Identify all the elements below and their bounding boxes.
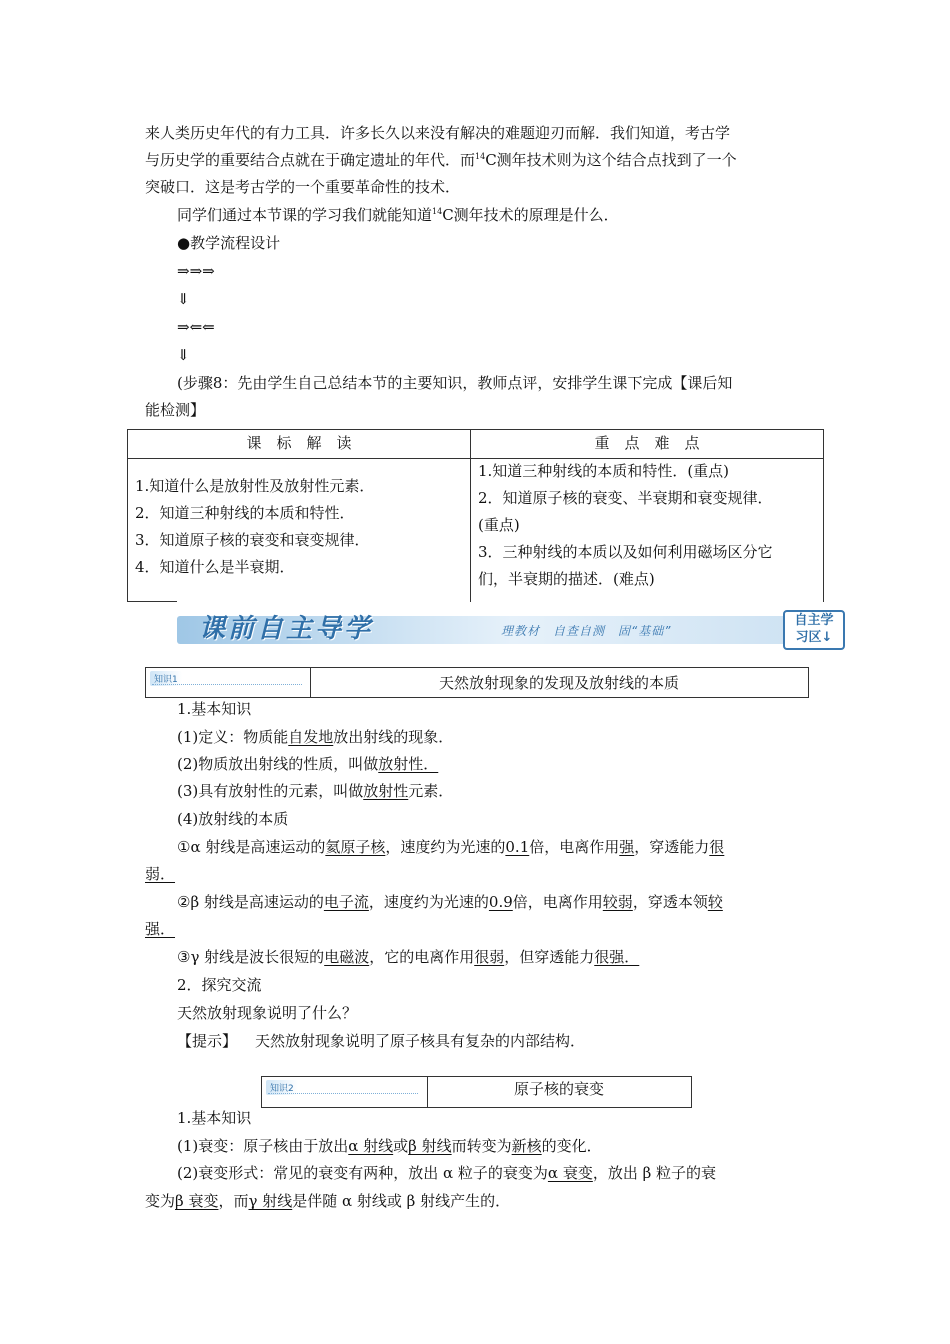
hint-text: 天然放射现象说明了原子核具有复杂的内部结构． [255,1032,586,1050]
superscript-14: 14 [475,152,486,161]
banner-subtitle: 理教材 自查自测 固“基础” [501,624,672,638]
text: (1)衰变：原子核由于放出 [177,1137,349,1155]
text: ，速度约为光速的 [385,838,506,856]
text: ，而 [218,1192,249,1210]
knowledge-2-title: 原子核的衰变 [513,1080,604,1098]
blank-answer: 弱． [145,865,176,883]
intro-line-4b: C测年技术的原理是什么． [442,206,619,224]
intro-line-1: 来人类历史年代的有力工具．许多长久以来没有解决的难题迎刃而解．我们知道，考古学 [145,124,731,142]
intro-line-4a: 同学们通过本节课的学习我们就能知道 [177,206,433,224]
left-item: 4．知道什么是半衰期． [135,558,295,576]
s1-question: 天然放射现象说明了什么？ [177,1004,358,1022]
blank-answer: 0.9 [488,893,513,911]
text: 的变化． [541,1137,602,1155]
blank-answer: γ 射线 [248,1192,293,1210]
section-banner [177,604,847,650]
text: ①α 射线是高速运动的 [177,838,326,856]
s1-hint [177,1031,585,1051]
left-item: 2．知道三种射线的本质和特性． [135,504,355,522]
blank-answer: α 射线 [348,1137,394,1155]
s1-beta [177,892,723,912]
text: (3)具有放射性的元素，叫做 [177,782,364,800]
right-header: 重 点 难 点 [594,434,700,452]
knowledge-1-tag: 知识1 [150,671,182,686]
s1-explore: 2．探究交流 [177,976,262,994]
blank-answer: β 衰变 [175,1192,219,1210]
blank-answer: 放射性 [363,782,409,800]
text: (2)物质放出射线的性质，叫做 [177,755,379,773]
intro-line-3: 突破口．这是考古学的一个重要革命性的技术． [145,178,461,196]
text: 是伴随 α 射线或 β 射线产生的． [292,1192,511,1210]
blank-answer: 很弱 [474,948,505,966]
banner-title: 课前自主导学 [199,614,374,644]
s2-def-1 [177,1136,602,1156]
text: (1)定义：物质能 [177,728,289,746]
badge-line-2: 习区↓ [795,630,833,645]
left-item: 1.知道什么是放射性及放射性元素． [135,477,375,495]
s2-basic: 1.基本知识 [177,1109,252,1127]
right-item: 2．知道原子核的衰变、半衰期和衰变规律． [478,489,773,507]
right-item: 3．三种射线的本质以及如何利用磁场区分它 [478,543,773,561]
blank-answer: 较弱 [602,893,633,911]
right-item: 们，半衰期的描述．(难点) [478,570,655,588]
flow-row-1: ⇒⇒⇒ [177,262,215,280]
intro-line-2b: C测年技术则为这个结合点找到了一个 [485,151,737,169]
s1-gamma [177,947,639,967]
s1-beta-cont [145,919,175,939]
knowledge-2-box [261,1076,692,1108]
text: ，放出 β 粒子的衰 [592,1164,717,1182]
blank-answer: 0.1 [505,838,530,856]
knowledge-2-tag: 知识2 [266,1080,298,1095]
flow-row-3: ⇒⇐⇐ [177,318,215,336]
blank-answer: 强． [145,920,176,938]
flow-row-2: ⇓ [177,290,190,308]
hint-label: 【提示】 [177,1032,238,1050]
step8-line-1: (步骤8：先由学生自己总结本节的主要知识，教师点评，安排学生课下完成【课后知 [177,374,733,392]
text: 放出射线的现象． [333,728,454,746]
s1-alpha [177,837,724,857]
blank-answer: β 射线 [408,1137,452,1155]
s2-def-2-cont [145,1191,510,1211]
right-item: 1.知道三种射线的本质和特性．(重点) [478,462,730,480]
text: ，但穿透能力 [504,948,595,966]
s1-def-4: (4)放射线的本质 [177,810,289,828]
superscript-14: 14 [432,207,443,216]
text: 元素． [408,782,454,800]
blank-answer: 电磁波 [324,948,370,966]
banner-badge [783,610,845,650]
blank-answer: 放射性． [378,755,439,773]
s1-basic: 1.基本知识 [177,700,252,718]
blank-answer: 很强． [594,948,640,966]
blank-answer: 电子流 [323,893,369,911]
blank-answer: 很 [709,838,725,856]
text: ，速度约为光速的 [368,893,489,911]
s1-def-2 [177,754,438,774]
text: (2)衰变形式：常见的衰变有两种，放出 α 粒子的衰变为 [177,1164,548,1182]
badge-line-1: 自主学 [794,613,834,628]
left-item: 3．知道原子核的衰变和衰变规律． [135,531,370,549]
standards-table [127,429,824,602]
knowledge-1-title: 天然放射现象的发现及放射线的本质 [438,674,679,692]
text: 或 [393,1137,409,1155]
blank-answer: 自发地 [288,728,334,746]
right-item: (重点) [478,516,520,534]
blank-answer: 强 [619,838,635,856]
text: ③γ 射线是波长很短的 [177,948,325,966]
text: 而转变为 [451,1137,512,1155]
s1-def-3 [177,781,453,801]
text: ，穿透本领 [632,893,708,911]
s1-def-1 [177,727,453,747]
text: 倍，电离作用 [529,838,620,856]
text: 变为 [145,1192,176,1210]
text: ，它的电离作用 [369,948,475,966]
intro-line-2 [145,150,737,170]
left-header: 课 标 解 读 [246,434,352,452]
flow-row-4: ⇓ [177,346,190,364]
blank-answer: 氦原子核 [325,838,386,856]
text: ②β 射线是高速运动的 [177,893,324,911]
flow-heading: ●教学流程设计 [177,234,281,252]
text: ，穿透能力 [634,838,710,856]
knowledge-1-arrow [152,684,302,685]
text: 倍，电离作用 [512,893,603,911]
s2-def-2 [177,1163,716,1183]
step8-line-2: 能检测】 [145,401,206,419]
knowledge-2-arrow [268,1093,418,1094]
knowledge-1-box [145,667,809,698]
blank-answer: α 衰变 [547,1164,593,1182]
s1-alpha-cont [145,864,175,884]
intro-line-2a: 与历史学的重要结合点就在于确定遗址的年代．而 [145,151,476,169]
blank-answer: 较 [707,893,723,911]
table-bottom-left-rule [127,601,177,602]
blank-answer: 新核 [511,1137,542,1155]
intro-line-4 [177,205,619,225]
